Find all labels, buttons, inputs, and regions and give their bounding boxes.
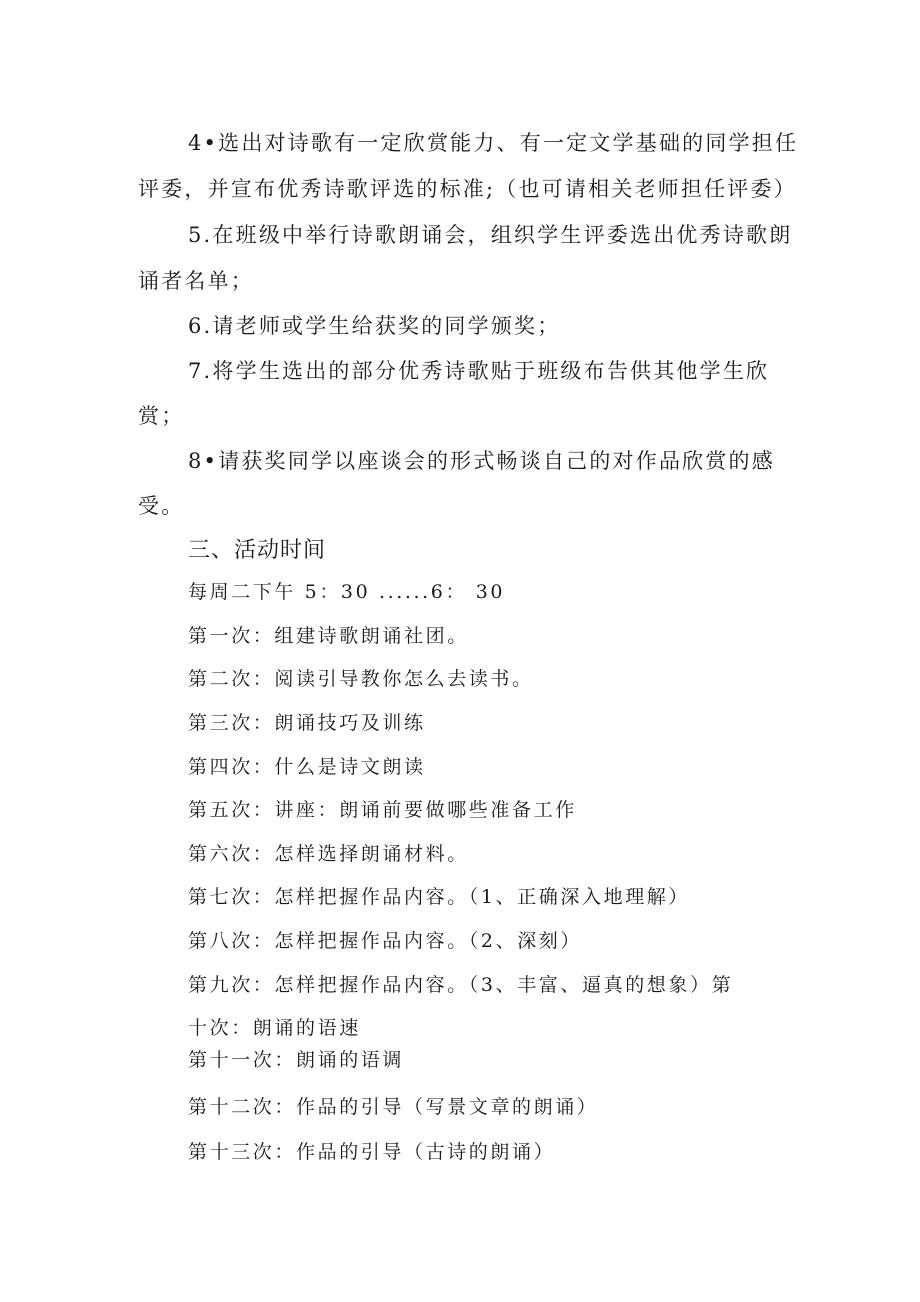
step-5-line-1: 5.在班级中举行诗歌朗诵会，组织学生评委选出优秀诗歌朗 <box>188 223 793 247</box>
step-4-line-2: 评委，并宣布优秀诗歌评选的标准;（也可请相关老师担任评委） <box>138 177 797 201</box>
activity-time: 每周二下午 5：30 ......6： 30 <box>188 581 506 603</box>
schedule-item-8: 第八次：怎样把握作品内容。（2、深刻） <box>188 930 582 952</box>
step-8-line-1: 8•请获奖同学以座谈会的形式畅谈自己的对作品欣赏的感 <box>188 449 775 473</box>
schedule-item-12: 第十二次：作品的引导（写景文章的朗诵） <box>188 1096 599 1118</box>
step-5-line-2: 诵者名单； <box>138 269 254 293</box>
schedule-item-5: 第五次：讲座：朗诵前要做哪些准备工作 <box>188 799 577 821</box>
step-7-line-1: 7.将学生选出的部分优秀诗歌贴于班级布告供其他学生欣 <box>188 359 770 383</box>
schedule-item-3: 第三次：朗诵技巧及训练 <box>188 712 426 734</box>
schedule-item-6: 第六次：怎样选择朗诵材料。 <box>188 843 469 865</box>
schedule-item-11: 第十一次：朗诵的语调 <box>188 1049 405 1071</box>
schedule-item-4: 第四次：什么是诗文朗读 <box>188 756 426 778</box>
schedule-item-13: 第十三次：作品的引导（古诗的朗诵） <box>188 1141 556 1163</box>
schedule-item-10: 十次：朗诵的语速 <box>188 1017 361 1039</box>
step-4-line-1: 4•选出对诗歌有一定欣赏能力、有一定文学基础的同学担任 <box>188 131 799 155</box>
schedule-item-7: 第七次：怎样把握作品内容。（1、正确深入地理解） <box>188 886 690 908</box>
schedule-item-9: 第九次：怎样把握作品内容。（3、丰富、逼真的想象）第 <box>188 974 734 996</box>
schedule-item-2: 第二次：阅读引导教你怎么去读书。 <box>188 668 534 690</box>
schedule-item-1: 第一次：组建诗歌朗诵社团。 <box>188 625 469 647</box>
step-8-line-2: 受。 <box>138 494 185 518</box>
step-7-line-2: 赏； <box>138 404 185 428</box>
section-heading: 三、活动时间 <box>188 538 327 563</box>
step-6-line-1: 6.请老师或学生给获奖的同学颁奖； <box>188 314 561 338</box>
